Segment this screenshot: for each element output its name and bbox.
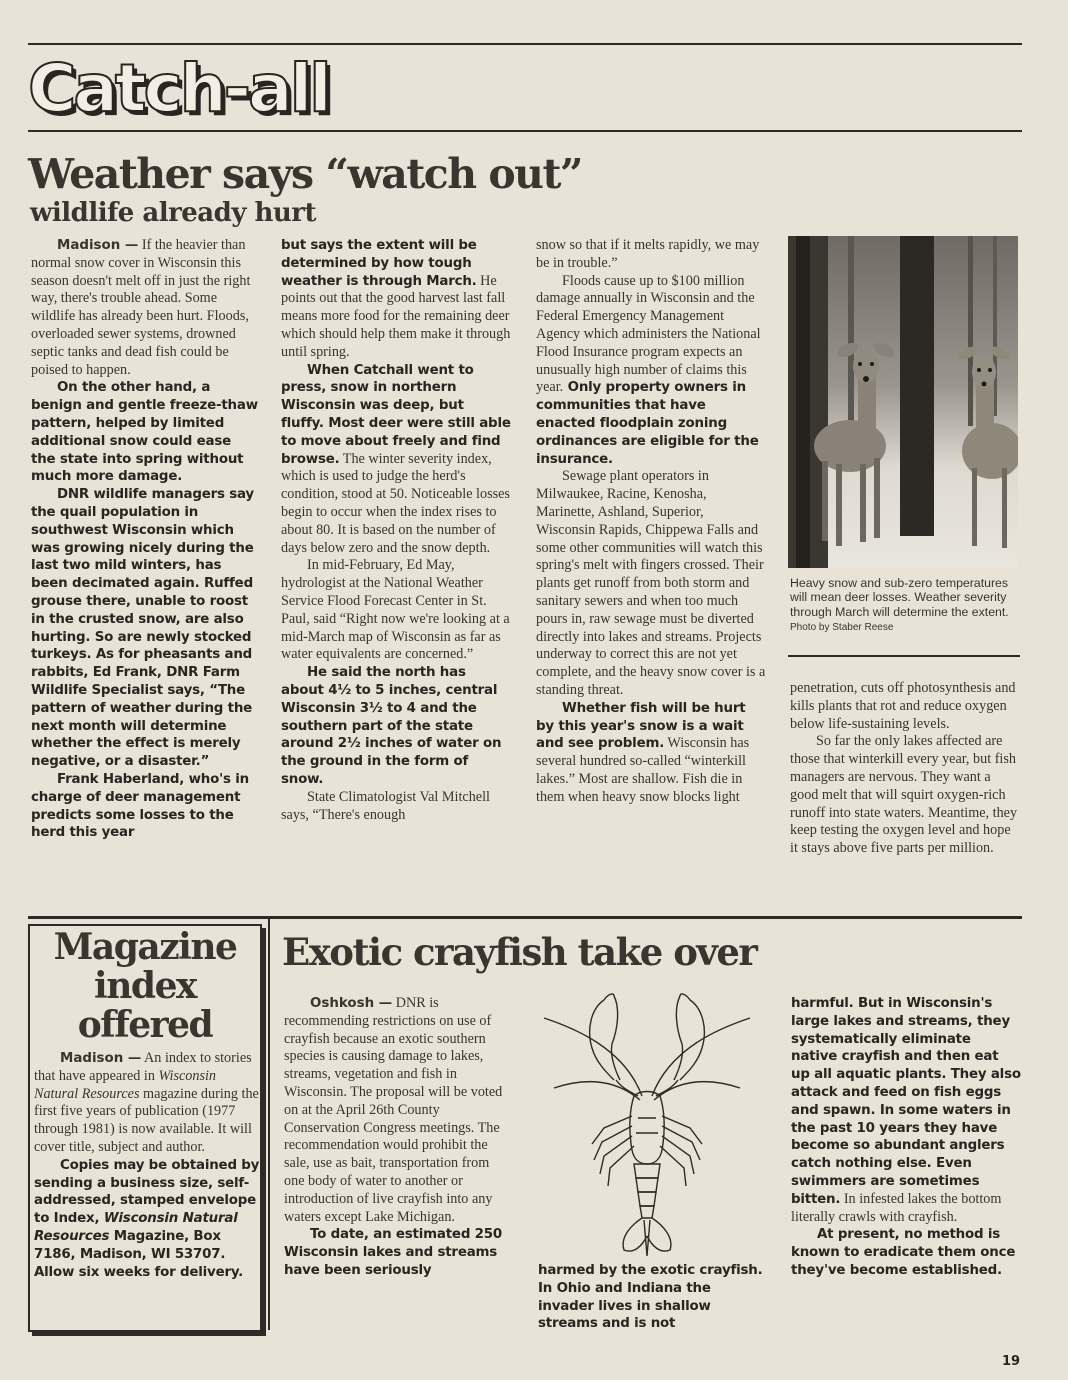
paragraph: Frank Haberland, who's in charge of deer management predicts some losses to the herd this year [31,771,249,841]
article-headline: Weather says “watch out” [28,150,582,198]
caption-rule [788,655,1020,657]
paragraph: Madison — An index to stories that have appeared in Wisconsin Natural Resources magazine during the first five years of publication (1977 through 1981) is now available. It will cover title, subject and author. [34,1050,259,1155]
crayfish-headline: Exotic crayfish take over [282,930,757,974]
article-subhead: wildlife already hurt [30,198,317,228]
crayfish-column-1 [284,995,512,1339]
paragraph: harmful. But in Wisconsin's large lakes and streams, they systematically eliminate native crayfish and then eat up all aquatic plants. They also attack and feed on fish eggs and spawn. In some waters in the past 10 years they have become so abundant anglers catch nothing else. Even swimmers are sometimes bitten. In infested lakes the bottom literally crawls with crayfish. [791,996,1021,1225]
photo-caption: Heavy snow and sub-zero temperatures will mean deer losses. Weather severity through March will determine the extent. Photo by Staber Reese [790,576,1009,634]
index-box-title: Magazine index offered [53,926,237,1046]
crayfish-column-3 [791,995,1021,1339]
dateline: Madison — [57,238,139,253]
paragraph: State Climatologist Val Mitchell says, “There's enough [281,788,490,823]
paragraph: In mid-February, Ed May, hydrologist at the National Weather Service Flood Forecast Center in St. Paul, said “Right now we're looking at a mid-March map of Wisconsin as far as water equivalents are concerned.” [281,557,510,663]
paragraph: At present, no method is known to eradicate them once they've become established. [791,1227,1016,1278]
section-masthead: Catch-all [28,50,329,127]
masthead-rule [28,130,1022,132]
weather-column-2 [281,237,511,913]
weather-column-3 [536,237,766,913]
weather-column-4 [790,680,1020,913]
paragraph: On the other hand, a benign and gentle freeze-thaw pattern, helped by limited additional snow could ease the state into spring without much more damage. [31,380,258,485]
deer-photo-image [788,236,1018,568]
deer-photo [788,236,1018,568]
paragraph: snow so that if it melts rapidly, we may be in trouble.” [536,237,760,271]
paragraph: He said the north has about 4½ to 5 inches, central Wisconsin 3½ to 4 and the southern part of the state around 2½ inches of water on the ground in the form of snow. [281,665,502,787]
crayfish-illustration [534,988,760,1262]
dateline: Madison — [60,1051,142,1066]
paragraph: Sewage plant operators in Milwaukee, Racine, Kenosha, Marinette, Ashland, Superior, Wisconsin Rapids, Chippewa Falls and some other communities will watch this spring's melt with fingers crossed. Their plants get runoff from both storm and sanitary sewers and when too much pours in, raw sewage must be diverted directly into lakes and streams. Projects underway to correct this are not yet complete, and the heavy snow cover is a standing threat. [536,468,766,698]
page-number: 19 [1002,1354,1021,1369]
paragraph: Copies may be obtained by sending a business size, self-addressed, stamped envelope to Index, Wisconsin Natural Resources Magazine, Box 7186, Madison, WI 53707. Allow six weeks for delivery. [34,1157,260,1280]
photo-credit: Photo by Staber Reese [790,622,894,634]
column-divider [268,918,270,1330]
magazine-index-box [28,924,262,1332]
paragraph: DNR wildlife managers say the quail population in southwest Wisconsin which was growing nicely during the last two mild winters, has been decimated again. Ruffed grouse there, unable to roost in the crusted snow, are also hurting. So are newly stocked turkeys. As for pheasants and rabbits, Ed Frank, DNR Farm Wildlife Specialist says, “The pattern of weather during the next month will determine whether the effect is merely negative, or a disaster.” [31,487,254,770]
paragraph: harmed by the exotic crayfish. In Ohio and Indiana the invader lives in shallow streams and is not [538,1263,763,1332]
dateline: Oshkosh — [310,996,393,1011]
section-rule [28,916,1022,919]
top-rule [28,43,1022,45]
paragraph: penetration, cuts off photosynthesis and kills plants that rot and reduce oxygen below life-sustaining levels. [790,680,1016,732]
crayfish-column-2 [538,1262,764,1339]
paragraph: When Catchall went to press, snow in northern Wisconsin was deep, but fluffy. Most deer were still able to move about freely and find browse. The winter severity index, which is used to judge the herd's condition, stood at 50. Noticeable losses begin to occur when the index rises to about 80. It is based on the number of days below zero and the snow depth. [281,362,511,556]
weather-column-1 [31,237,259,913]
paragraph: Oshkosh — DNR is recommending restrictions on use of crayfish because an exotic southern species is causing damage to lakes, streams, vegetation and fish in Wisconsin. The proposal will be voted on at the April 26th County Conservation Congress meetings. The recommendation would prohibit the sale, use as bait, transportation from one body of water to another or introduction of live crayfish into any waters except Lake Michigan. [284,995,503,1225]
paragraph: Floods cause up to $100 million damage annually in Wisconsin and the Federal Emergency Management Agency which administers the National Flood Insurance program expects an unusually high number of claims this year. Only property owners in communities that have enacted floodplain zoning ordinances are eligible for the insurance. [536,272,761,467]
paragraph: Madison — If the heavier than normal snow cover in Wisconsin this season doesn't melt off in just the right way, there's trouble ahead. Some wildlife has already been hurt. Floods, overloaded sewer systems, drowned septic tanks and dead fish could be poised to happen. [31,237,251,378]
paragraph: To date, an estimated 250 Wisconsin lakes and streams have been seriously [284,1227,503,1278]
paragraph: but says the extent will be determined by how tough weather is through March. He points out that the good harvest last fall means more food for the remaining deer which should help them make it through until spring. [281,238,511,360]
paragraph: Whether fish will be hurt by this year's snow is a wait and see problem. Wisconsin has several hundred so-called “winterkill lakes.” Most are shallow. Fish die in them when heavy snow blocks light [536,700,750,805]
paragraph: So far the only lakes affected are those that winterkill every year, but fish managers are nervous. They want a good melt that will squirt oxygen-rich runoff into state waters. Meantime, they keep testing the oxygen level and hope it stays above five parts per million. [790,733,1018,857]
index-box-body [34,1050,260,1326]
